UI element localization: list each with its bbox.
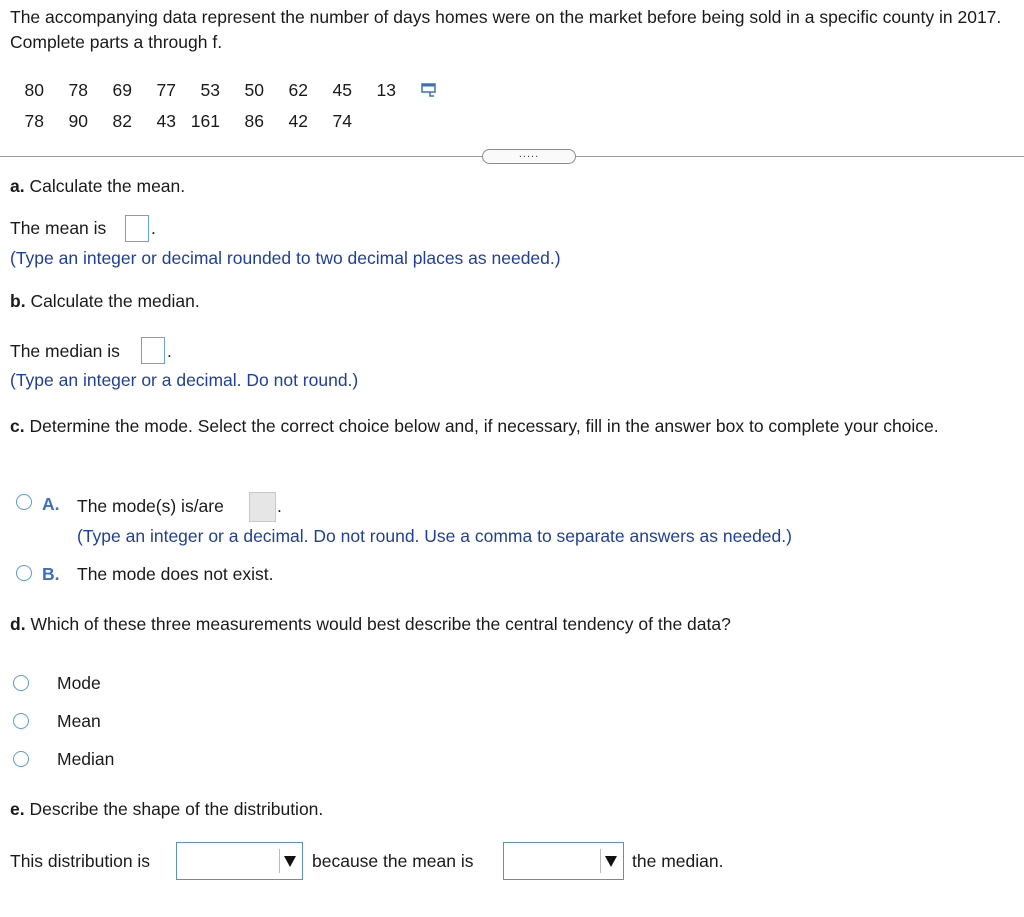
part-b-heading: b. Calculate the median.	[10, 291, 200, 311]
part-e-heading: e. Describe the shape of the distribution.	[10, 799, 324, 819]
data-value: 53	[200, 80, 220, 100]
copy-data-icon[interactable]	[421, 83, 439, 97]
measure-option-label: Mean	[57, 711, 101, 731]
data-value: 77	[156, 80, 176, 100]
data-value: 43	[156, 111, 176, 131]
mode-hint: (Type an integer or a decimal. Do not round. Use a comma to separate answers as needed.)	[77, 526, 792, 546]
data-value: 90	[68, 111, 88, 131]
data-value: 69	[112, 80, 132, 100]
median-answer-box[interactable]	[141, 337, 165, 364]
data-value: 80	[24, 80, 44, 100]
data-value: 74	[332, 111, 352, 131]
data-value: 42	[288, 111, 308, 131]
period: .	[151, 218, 156, 238]
dropdown-arrow-icon	[600, 849, 621, 873]
period: .	[167, 341, 172, 361]
measure-option-label: Median	[57, 749, 115, 769]
mode-prompt: The mode(s) is/are	[77, 496, 224, 516]
data-value: 50	[244, 80, 264, 100]
measure-option-label: Mode	[57, 673, 101, 693]
median-text: the median.	[632, 851, 724, 871]
mean-comparison-text: because the mean is	[312, 851, 474, 871]
comparison-dropdown[interactable]	[503, 842, 624, 880]
distribution-text: This distribution is	[10, 851, 151, 871]
dropdown-arrow-icon	[279, 849, 300, 873]
part-c-heading: c. Determine the mode. Select the correct choice below and, if necessary, fill in the answer box to complete your choice.	[10, 416, 939, 436]
mode-option-a-radio[interactable]	[16, 494, 32, 510]
option-a-letter: A.	[42, 494, 60, 514]
data-value: 45	[332, 80, 352, 100]
part-a-heading: a. Calculate the mean.	[10, 176, 186, 196]
mean-answer-box[interactable]	[125, 215, 149, 242]
measure-option-radio[interactable]	[13, 675, 29, 691]
option-b-letter: B.	[42, 564, 60, 584]
data-value: 62	[288, 80, 308, 100]
measure-option-radio[interactable]	[13, 751, 29, 767]
median-prompt: The median is	[10, 341, 120, 361]
expand-button[interactable]: .....	[482, 149, 576, 164]
data-value: 82	[112, 111, 132, 131]
mode-not-exist-label: The mode does not exist.	[77, 564, 274, 584]
mean-hint: (Type an integer or decimal rounded to two decimal places as needed.)	[10, 248, 561, 268]
median-hint: (Type an integer or a decimal. Do not round.)	[10, 370, 359, 390]
question-intro: The accompanying data represent the number of days homes were on the market before being sold in a specific county in 2017. Complete parts a through f.	[10, 7, 1002, 52]
part-d-heading: d. Which of these three measurements would best describe the central tendency of the data?	[10, 614, 731, 634]
period: .	[277, 496, 282, 516]
mode-answer-box[interactable]	[249, 492, 276, 522]
measure-option-radio[interactable]	[13, 713, 29, 729]
data-value: 78	[68, 80, 88, 100]
data-value: 78	[24, 111, 44, 131]
data-value: 161	[190, 111, 220, 131]
data-value: 86	[244, 111, 264, 131]
data-value: 13	[376, 80, 396, 100]
shape-dropdown[interactable]	[176, 842, 303, 880]
mode-option-b-radio[interactable]	[16, 565, 32, 581]
mean-prompt: The mean is	[10, 218, 107, 238]
